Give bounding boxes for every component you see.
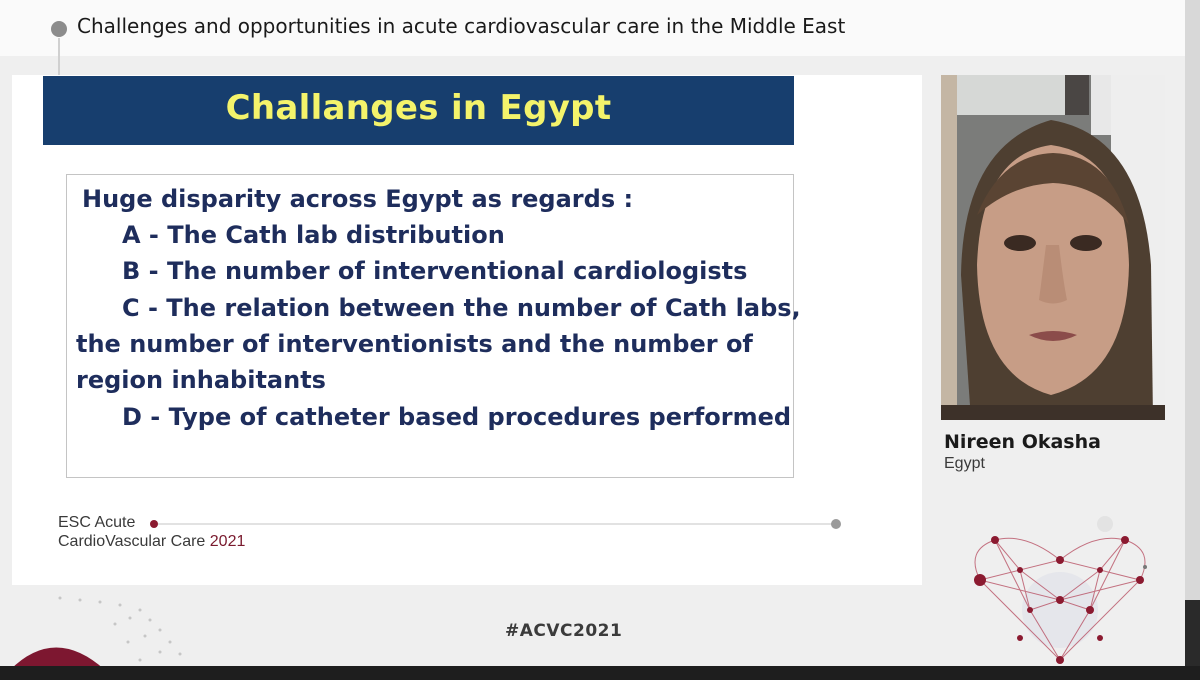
slide-line-b: B - The number of interventional cardiologists: [122, 257, 748, 285]
conference-logo-year: 2021: [209, 533, 246, 550]
conference-logo: [58, 513, 245, 551]
timeline-line: [58, 38, 60, 78]
speaker-video-image: [941, 75, 1165, 420]
slide-content-box: [66, 174, 794, 478]
session-bullet-icon: [51, 21, 67, 37]
presentation-slide: [12, 75, 922, 585]
slide-line-c-cont1: the number of interventionists and the number of: [76, 330, 753, 358]
logo-divider: [158, 523, 836, 525]
heart-network-icon: [960, 510, 1160, 670]
slide-line-intro: Huge disparity across Egypt as regards :: [82, 185, 634, 213]
speaker-video: [941, 75, 1165, 420]
slide-line-c-cont2: region inhabitants: [76, 366, 326, 394]
bottom-bar: [0, 666, 1200, 680]
slide-title-bar: [43, 76, 794, 145]
slide-line-d: D - Type of catheter based procedures performed: [122, 403, 792, 431]
logo-line-end-icon: [831, 519, 841, 529]
window-edge: [1185, 0, 1200, 680]
logo-dot-icon: [150, 520, 158, 528]
slide-line-a: A - The Cath lab distribution: [122, 221, 505, 249]
event-hashtag: #ACVC2021: [505, 621, 623, 641]
conference-logo-line1: ESC Acute: [58, 514, 136, 531]
session-header: [0, 0, 1185, 56]
decorative-pattern: [0, 590, 200, 670]
slide-title: Challanges in Egypt: [225, 88, 612, 128]
speaker-country: Egypt: [944, 455, 985, 472]
session-title: Challenges and opportunities in acute cardiovascular care in the Middle East: [77, 14, 846, 38]
speaker-name: Nireen Okasha: [944, 431, 1101, 453]
conference-logo-line2: [58, 532, 245, 551]
conference-logo-name: CardioVascular Care: [58, 533, 206, 550]
slide-line-c: C - The relation between the number of Cath labs,: [122, 294, 801, 322]
